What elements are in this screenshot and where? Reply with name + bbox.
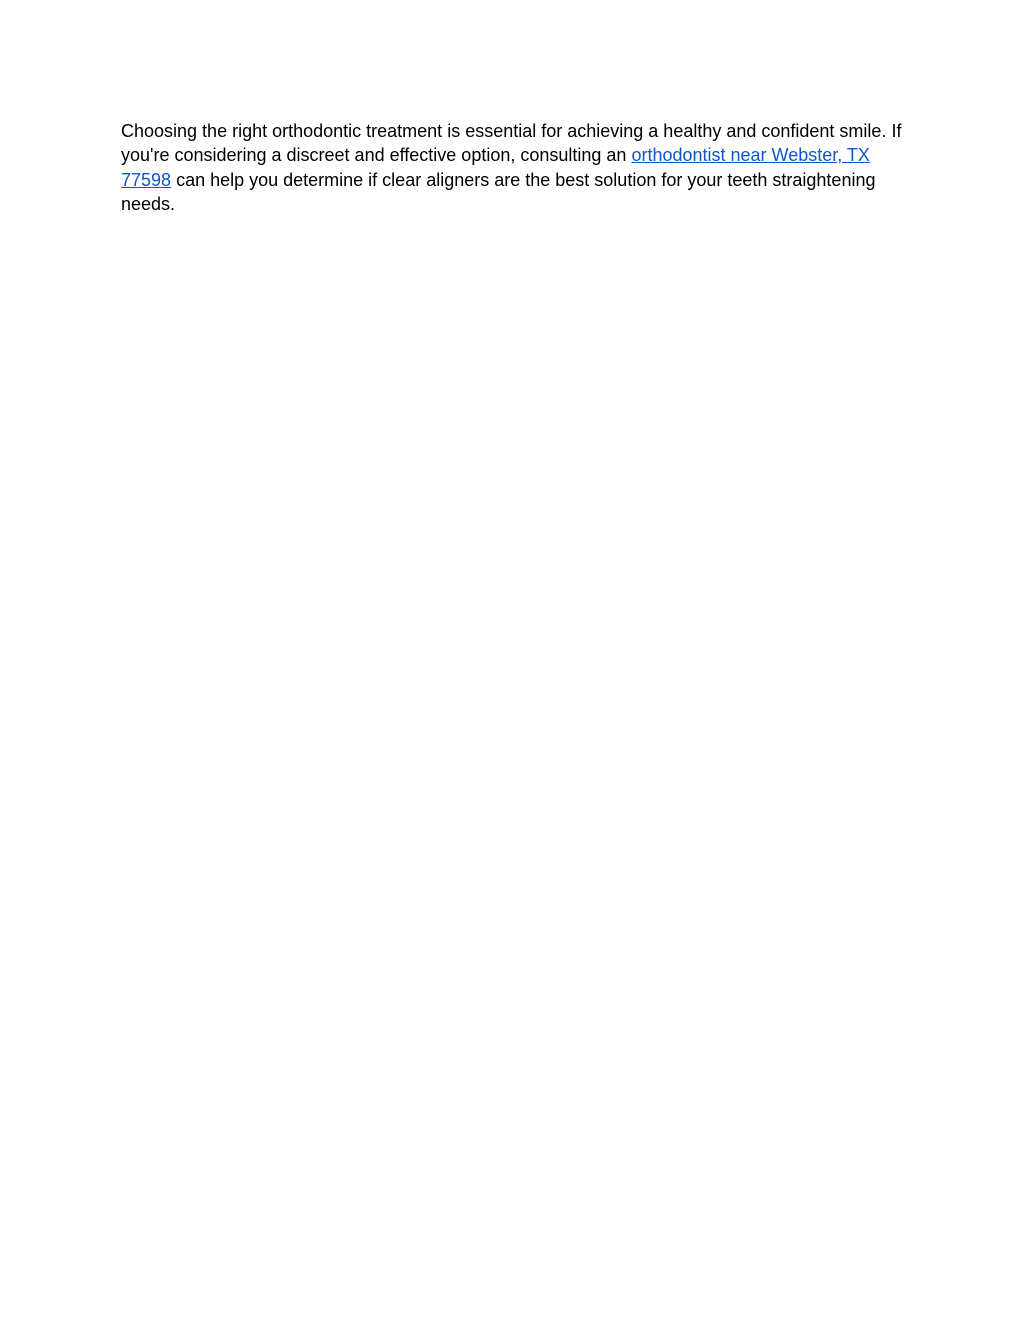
paragraph-text-before-link: Choosing the right orthodontic treatment is essential for achieving a healthy and confident smile. If you're considering a discreet and effective option, consulting an <box>121 121 902 166</box>
body-paragraph <box>121 119 905 217</box>
document-body <box>121 119 905 217</box>
orthodontist-webster-link[interactable]: orthodontist near Webster, TX 77598 <box>121 145 870 190</box>
paragraph-text-after-link: can help you determine if clear aligners are the best solution for your teeth straightening needs. <box>121 169 876 215</box>
